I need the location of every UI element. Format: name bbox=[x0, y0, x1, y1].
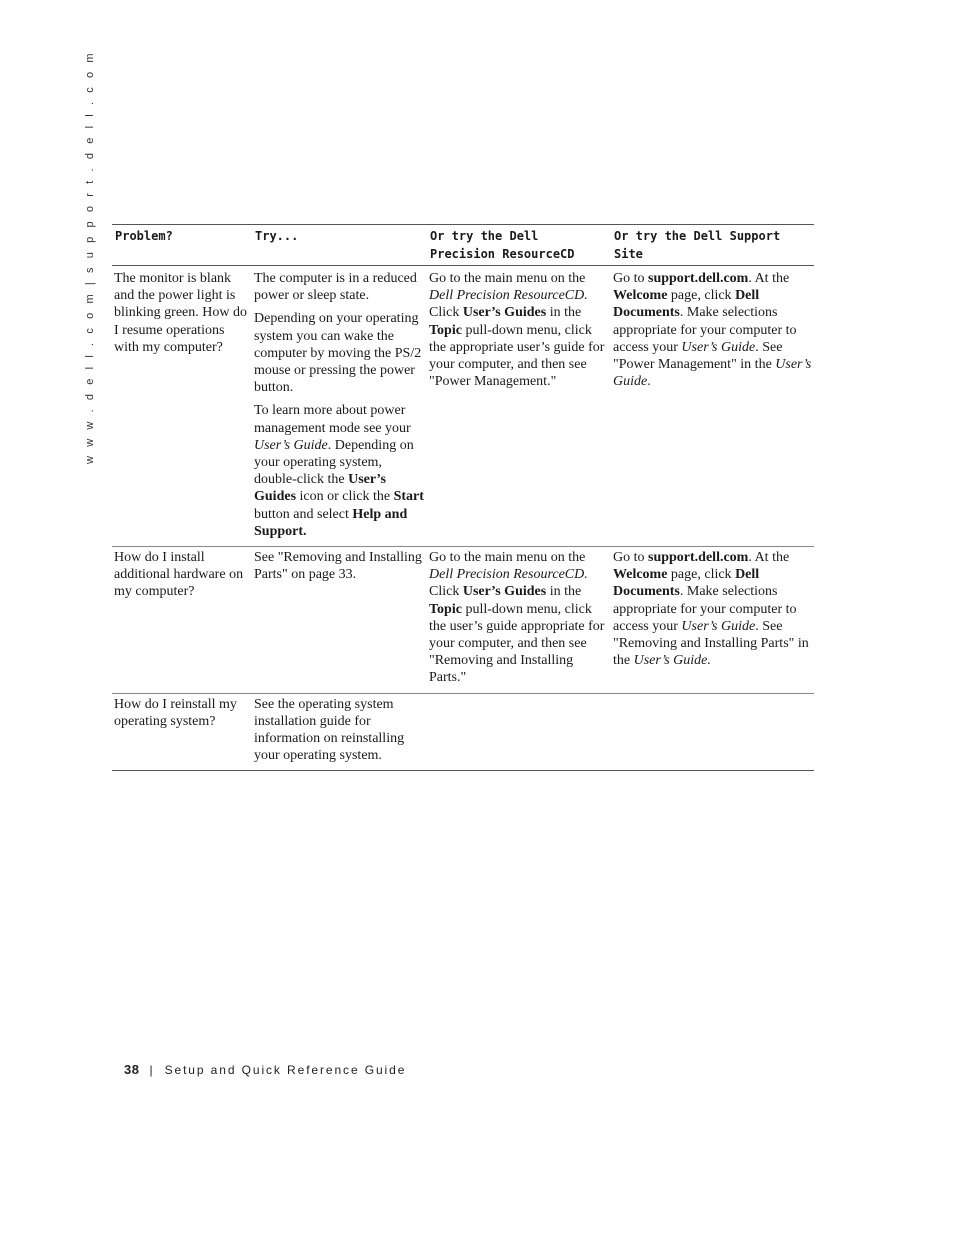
text-run: To learn more about power management mode see your bbox=[254, 403, 411, 436]
text-run: Go to bbox=[613, 550, 648, 566]
try-cell bbox=[252, 547, 427, 694]
text-run: . Make selections appropriate for your computer to access your bbox=[613, 305, 797, 355]
text-run: . See "Removing and Installing Parts" in the bbox=[613, 618, 809, 669]
text-run: . At the bbox=[748, 271, 790, 286]
text-run: Go to the main menu on the bbox=[429, 550, 586, 566]
bold-text: Topic bbox=[429, 601, 462, 617]
footer-separator: | bbox=[149, 1063, 153, 1077]
header-support-site: Or try the Dell Support Site bbox=[611, 225, 814, 266]
text-run: Click bbox=[429, 584, 463, 600]
try-cell bbox=[252, 693, 427, 771]
try-cell bbox=[252, 266, 427, 547]
text-run: in the bbox=[546, 584, 582, 600]
text-run: Go to the main menu on the bbox=[429, 271, 586, 286]
support-site-cell bbox=[611, 693, 814, 771]
bold-text: Dell Documents bbox=[613, 567, 760, 600]
text-run: pull-down menu, click the user’s guide appropriate for your computer, and then see "Removing and Installing Parts." bbox=[429, 601, 605, 686]
support-site-cell bbox=[611, 547, 814, 694]
italic-text: User’s Guide bbox=[613, 357, 812, 390]
italic-text: Dell Precision ResourceCD. bbox=[429, 567, 588, 583]
text-run: page, click bbox=[667, 288, 736, 304]
support-site-cell bbox=[611, 266, 814, 547]
cell-paragraph bbox=[254, 270, 425, 304]
footer-title: Setup and Quick Reference Guide bbox=[164, 1063, 407, 1077]
page-number: 38 bbox=[124, 1062, 140, 1077]
italic-text: User’s Guide bbox=[681, 339, 756, 355]
header-resource-cd: Or try the Dell Precision ResourceCD bbox=[427, 225, 611, 266]
bold-text: Topic bbox=[429, 322, 462, 338]
text-run: icon or click the bbox=[296, 489, 394, 505]
text-run: . Make selections appropriate for your computer to access your bbox=[613, 584, 797, 634]
problem-cell: How do I reinstall my operating system? bbox=[112, 693, 252, 771]
cell-paragraph bbox=[254, 549, 425, 583]
text-run: See "Removing and Installing Parts" on page 33. bbox=[254, 550, 422, 583]
problem-cell: The monitor is blank and the power light is blinking green. How do I resume operations with my computer? bbox=[112, 266, 252, 547]
bold-text: Welcome bbox=[613, 567, 668, 583]
text-run: page, click bbox=[667, 567, 736, 583]
table-row bbox=[112, 693, 814, 771]
troubleshooting-table bbox=[112, 224, 814, 771]
table-row bbox=[112, 266, 814, 547]
bold-text: support.dell.com bbox=[648, 550, 749, 566]
resource-cd-cell bbox=[427, 266, 611, 547]
bold-text: User’s Guides bbox=[254, 472, 386, 505]
bold-text: Start bbox=[393, 489, 424, 505]
bold-text: Help and Support. bbox=[254, 506, 408, 539]
italic-text: User’s Guide. bbox=[633, 653, 711, 669]
cell-paragraph bbox=[429, 549, 609, 687]
text-run: . See "Power Management" in the bbox=[613, 339, 783, 373]
text-run: Go to bbox=[613, 271, 648, 286]
problem-cell: How do I install additional hardware on my computer? bbox=[112, 547, 252, 694]
text-run: button and select bbox=[254, 506, 353, 522]
header-problem: Problem? bbox=[112, 225, 252, 266]
italic-text: User’s Guide bbox=[254, 437, 328, 453]
resource-cd-cell bbox=[427, 547, 611, 694]
text-run: Click bbox=[429, 305, 463, 321]
cell-paragraph bbox=[429, 270, 609, 390]
side-url: w w w . d e l l . c o m | s u p p o r t . d e l l . c o m bbox=[84, 50, 96, 464]
resource-cd-cell bbox=[427, 693, 611, 771]
text-run: Depending on your operating system you can wake the computer by moving the PS/2 mouse or pressing the power button. bbox=[254, 311, 422, 396]
bold-text: User’s Guides bbox=[462, 584, 547, 600]
italic-text: Dell Precision ResourceCD. bbox=[429, 288, 588, 304]
bold-text: Dell Documents bbox=[613, 288, 760, 321]
bold-text: User’s Guides bbox=[462, 305, 547, 321]
text-run: See the operating system installation guide for information on reinstalling your operating system. bbox=[254, 696, 405, 764]
text-run: in the bbox=[546, 305, 582, 321]
text-run: . At the bbox=[748, 550, 790, 566]
cell-paragraph bbox=[254, 402, 425, 540]
table-header-row bbox=[112, 225, 814, 266]
cell-paragraph bbox=[254, 696, 425, 765]
italic-text: User’s Guide bbox=[681, 618, 756, 634]
page-footer bbox=[124, 1062, 406, 1077]
cell-paragraph bbox=[613, 270, 812, 390]
bold-text: support.dell.com bbox=[648, 271, 749, 286]
cell-paragraph bbox=[254, 310, 425, 396]
header-try: Try... bbox=[252, 225, 427, 266]
cell-paragraph bbox=[613, 549, 812, 669]
table-row bbox=[112, 547, 814, 694]
text-run: . bbox=[647, 374, 651, 390]
bold-text: Welcome bbox=[613, 288, 668, 304]
text-run: pull-down menu, click the appropriate user’s guide for your computer, and then see "Power Management." bbox=[429, 322, 605, 390]
text-run: . Depending on your operating system, double-click the bbox=[254, 437, 414, 488]
text-run: The computer is in a reduced power or sleep state. bbox=[254, 271, 417, 304]
